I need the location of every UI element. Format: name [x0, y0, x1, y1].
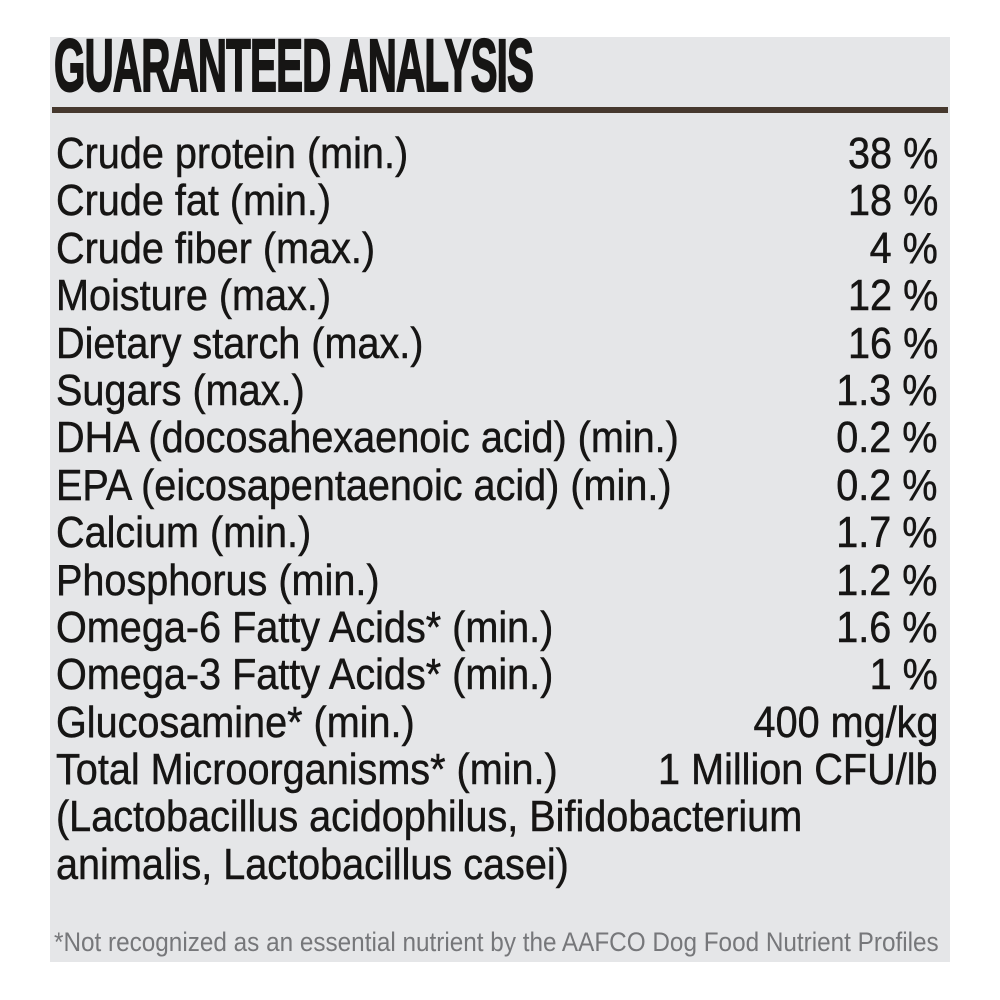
- analysis-row: [56, 793, 938, 840]
- nutrient-label: Sugars (max.): [56, 365, 305, 415]
- analysis-row: [56, 367, 938, 414]
- analysis-row: [56, 272, 938, 319]
- nutrient-label: Crude fat (min.): [56, 176, 332, 226]
- nutrient-value: 12 %: [847, 271, 938, 321]
- nutrient-label: Total Microorganisms* (min.): [56, 745, 558, 795]
- nutrient-label: (Lactobacillus acidophilus, Bifidobacterium: [56, 792, 803, 842]
- nutrient-value: 0.2 %: [836, 413, 938, 463]
- nutrient-label: Calcium (min.): [56, 508, 312, 558]
- panel-title: GUARANTEED ANALYSIS: [54, 24, 534, 107]
- nutrient-label: Glucosamine* (min.): [56, 697, 415, 747]
- analysis-row: [56, 130, 938, 177]
- nutrient-label: Crude protein (min.): [56, 129, 409, 178]
- analysis-row: [56, 225, 938, 272]
- nutrient-value: 1.7 %: [836, 508, 938, 558]
- analysis-row: [56, 177, 938, 224]
- nutrient-label: Omega-3 Fatty Acids* (min.): [56, 650, 554, 700]
- analysis-row: [56, 557, 938, 604]
- analysis-row: [56, 320, 938, 367]
- nutrient-value: 400 mg/kg: [753, 697, 938, 747]
- nutrient-value: 1 %: [869, 650, 938, 700]
- analysis-rows: [56, 130, 938, 888]
- nutrient-label: animalis, Lactobacillus casei): [56, 839, 569, 889]
- nutrient-label: Omega-6 Fatty Acids* (min.): [56, 602, 554, 652]
- nutrient-value: 0.2 %: [836, 460, 938, 510]
- nutrient-value: 1.3 %: [836, 365, 938, 415]
- nutrient-label: Phosphorus (min.): [56, 555, 380, 605]
- nutrient-label: Moisture (max.): [56, 271, 332, 321]
- analysis-row: [56, 414, 938, 461]
- nutrient-value: 16 %: [847, 318, 938, 368]
- nutrient-value: 4 %: [869, 223, 938, 273]
- analysis-row: [56, 699, 938, 746]
- analysis-row: [56, 841, 938, 888]
- nutrient-value: 1.6 %: [836, 602, 938, 652]
- analysis-row: [56, 746, 938, 793]
- analysis-row: [56, 651, 938, 698]
- analysis-row: [56, 604, 938, 651]
- nutrient-label: EPA (eicosapentaenoic acid) (min.): [56, 460, 672, 510]
- nutrient-value: 1.2 %: [836, 555, 938, 605]
- aafco-footnote: *Not recognized as an essential nutrient by the AAFCO Dog Food Nutrient Profiles: [54, 927, 939, 957]
- guaranteed-analysis-panel: [50, 24, 950, 962]
- analysis-row: [56, 462, 938, 509]
- nutrient-value: 18 %: [847, 176, 938, 226]
- analysis-row: [56, 509, 938, 556]
- nutrient-value: 1 Million CFU/lb: [658, 745, 938, 795]
- nutrient-label: Crude fiber (max.): [56, 223, 376, 273]
- nutrient-value: 38 %: [847, 129, 938, 178]
- nutrient-label: DHA (docosahexaenoic acid) (min.): [56, 413, 679, 463]
- title-divider: [52, 107, 948, 113]
- nutrient-label: Dietary starch (max.): [56, 318, 424, 368]
